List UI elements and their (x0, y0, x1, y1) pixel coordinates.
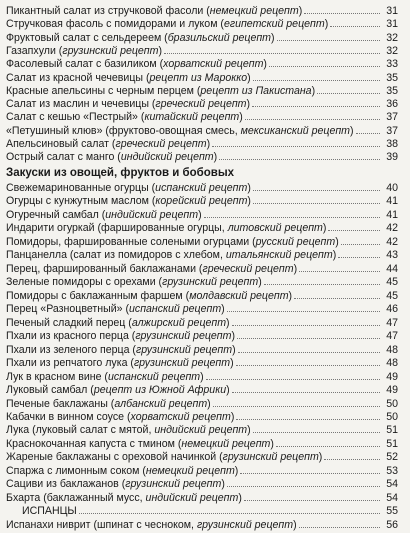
toc-entry-title (6, 31, 275, 45)
toc-entry (6, 57, 398, 71)
toc-entry-name: Апельсиновый салат ( (6, 138, 116, 150)
toc-entry-name: Салат с кешью «Пестрый» ( (6, 111, 145, 124)
toc-entry-title (6, 221, 326, 235)
toc-entry-name: Пхали из красного перца ( (6, 330, 136, 343)
toc-entry (6, 356, 398, 370)
toc-entry-close-paren: ) (258, 276, 262, 289)
toc-entry (6, 31, 398, 45)
toc-dot-leader (317, 93, 380, 94)
toc-entry-name: Луковый самбал ( (6, 384, 94, 397)
toc-page-number: 32 (386, 31, 398, 44)
toc-entry-close-paren: ) (198, 208, 202, 221)
toc-entry-origin: немецкий рецепт (209, 5, 299, 17)
toc-entry-close-paren: ) (288, 289, 293, 302)
toc-entry-origin: рецепт из Пакистана (200, 84, 312, 97)
toc-dot-leader (236, 365, 380, 366)
toc-page-number: 51 (386, 424, 398, 437)
toc-entry-close-paren: ) (335, 235, 339, 248)
toc-page-number: 35 (386, 84, 398, 97)
toc-dot-leader (253, 80, 380, 81)
toc-entry (6, 97, 398, 111)
toc-dot-leader (253, 203, 380, 204)
toc-entry-title (6, 329, 235, 343)
toc-dot-leader (206, 379, 380, 380)
toc-entry-name: Лук в красном вине ( (6, 370, 108, 383)
toc-dot-leader (79, 513, 380, 514)
toc-entry-close-paren: ) (246, 98, 251, 111)
toc-entry-name: ИСПАНЦЫ (22, 505, 77, 518)
toc-entry-name: Огурцы с кунжутным маслом ( (6, 195, 156, 208)
toc-entry (6, 124, 398, 138)
toc-entry (6, 275, 398, 289)
toc-entry-title (6, 44, 162, 58)
toc-entry-close-paren: ) (324, 18, 329, 31)
toc-entry-close-paren: ) (311, 84, 316, 97)
toc-dot-leader (299, 527, 380, 528)
toc-entry-name: Панцанелла (салат из помидоров с хлебом, (6, 249, 226, 262)
toc-page-number: 45 (386, 276, 398, 289)
toc-entry-name: Фасолевый салат с базиликом ( (6, 58, 164, 71)
toc-entry (6, 450, 398, 464)
toc-page-number: 51 (386, 437, 398, 450)
toc-entry-close-paren: ) (293, 262, 298, 275)
toc-entry (6, 423, 398, 437)
toc-entry-name: Газапхули ( (6, 44, 63, 57)
toc-entry-name: Красные апельсины с черным перцем ( (6, 84, 201, 97)
toc-page-number: 42 (386, 222, 398, 235)
toc-entry-title (6, 97, 250, 111)
toc-page-number: 55 (386, 505, 398, 518)
toc-entry-title (6, 302, 225, 316)
toc-entry (6, 289, 398, 303)
toc-dot-leader (324, 459, 380, 460)
toc-entry-title (6, 57, 267, 71)
toc-dot-leader (264, 284, 380, 285)
toc-entry-origin: литовский рецепт (227, 222, 323, 235)
toc-entry-title (6, 423, 251, 437)
toc-entry-close-paren: ) (263, 58, 267, 71)
toc-entry (6, 397, 398, 411)
toc-entry-title (22, 504, 77, 518)
toc-page-number: 56 (386, 518, 398, 531)
toc-entry-title (6, 17, 328, 31)
toc-entry-title (6, 194, 251, 208)
toc-entry (6, 343, 398, 357)
toc-page-number: 41 (386, 195, 398, 208)
toc-dot-leader (232, 325, 380, 326)
toc-page-number: 39 (386, 151, 398, 164)
toc-entry-name: Спаржа с лимонным соком ( (6, 464, 146, 477)
toc-entry (6, 44, 398, 58)
toc-dot-leader (277, 40, 380, 41)
toc-entry-close-paren: ) (298, 5, 303, 17)
toc-entry-origin: мексиканский рецепт (240, 124, 350, 137)
toc-entry-name: Печеные баклажаны ( (6, 397, 115, 410)
toc-page-number: 42 (386, 235, 398, 248)
toc-entry-origin: грузинский рецепт (125, 478, 222, 491)
toc-dot-leader (338, 257, 380, 258)
toc-entry-close-paren: ) (207, 397, 211, 410)
toc-entry-origin: немецкий рецепт (145, 464, 235, 477)
toc-entry (6, 137, 398, 151)
toc-entry-close-paren: ) (213, 151, 218, 164)
toc-entry-title (6, 370, 204, 384)
toc-entry-title (6, 262, 297, 276)
toc-entry-origin: египетский рецепт (223, 18, 325, 31)
toc-entry-title (6, 137, 210, 151)
toc-page-number: 50 (386, 397, 398, 410)
toc-page-number: 43 (386, 249, 398, 262)
toc-entry-name: Зеленые помидоры с орехами ( (6, 276, 163, 289)
toc-entry-close-paren: ) (230, 410, 235, 423)
toc-entry-name: Пикантный салат из стручковой фасоли ( (6, 5, 210, 17)
toc-page-number: 44 (386, 262, 398, 275)
toc-entry-title (6, 410, 234, 424)
toc-entry (6, 4, 398, 18)
toc-entry-close-paren: ) (221, 303, 225, 316)
toc-dot-leader (328, 230, 380, 231)
toc-entry (6, 262, 398, 276)
toc-entry-name: Лука (луковый салат с мятой, (6, 424, 155, 437)
toc-entry-close-paren: ) (226, 384, 230, 397)
toc-entry-close-paren: ) (234, 464, 239, 477)
toc-dot-leader (253, 190, 380, 191)
toc-entry-close-paren: ) (221, 478, 225, 491)
toc-entry-close-paren: ) (158, 44, 162, 57)
toc-entry-title (6, 397, 211, 411)
toc-entry-title (6, 437, 274, 451)
toc-entry-close-paren: ) (206, 138, 211, 150)
toc-entry (6, 437, 398, 451)
toc-entry-name: Пхали из репчатого лука ( (6, 357, 134, 370)
toc-entry-title (6, 181, 251, 195)
toc-entry-origin: индийский рецепт (105, 208, 199, 221)
toc-entry-title (6, 477, 225, 491)
toc-entry-close-paren: ) (247, 195, 251, 208)
toc-entry-title (6, 235, 339, 249)
toc-page-number: 41 (386, 208, 398, 221)
toc-entry-name: Испанахи ниврит (шпинат с чесноком, (6, 518, 197, 531)
toc-entry-name: Перец «Разноцветный» ( (6, 303, 129, 316)
toc-entry-origin: рецепт из Марокко (149, 71, 248, 84)
toc-entry-origin: немецкий рецепт (181, 437, 271, 450)
toc-entry-origin: хорватский рецепт (130, 410, 231, 423)
toc-dot-leader (244, 500, 380, 501)
toc-page-number: 53 (386, 464, 398, 477)
toc-page-number: 54 (386, 478, 398, 491)
toc-entry-origin: грузинский рецепт (135, 330, 232, 343)
toc-entry-name: Фруктовый салат с сельдереем ( (6, 31, 168, 44)
toc-entry-origin: корейский рецепт (155, 195, 248, 208)
toc-entry-close-paren: ) (247, 71, 251, 84)
toc-entry-origin: албанский рецепт (114, 397, 208, 410)
toc-entry-name: Острый салат с манго ( (6, 151, 121, 164)
toc-entry-origin: китайский рецепт (144, 111, 240, 124)
toc-dot-leader (252, 106, 380, 107)
toc-page-number: 52 (386, 451, 398, 464)
toc-entry-name: Печеный сладкий перец ( (6, 316, 132, 329)
toc-dot-leader (299, 271, 380, 272)
toc-entry-title (6, 208, 202, 222)
toc-entry-name: Кабачки в винном соусе ( (6, 410, 131, 423)
toc-entry-origin: индийский рецепт (154, 424, 248, 437)
toc-entry-origin: хорватский рецепт (163, 58, 264, 71)
toc-page-number: 49 (386, 370, 398, 383)
toc-entry (6, 235, 398, 249)
toc-entry-name: Бхарта (баклажанный мусс, (6, 491, 146, 504)
toc-entry (6, 316, 398, 330)
section-heading: Закуски из овощей, фруктов и бобовых (6, 167, 235, 179)
toc-entry-title (6, 464, 238, 478)
toc-dot-leader (253, 432, 380, 433)
toc-entry-origin: грузинский рецепт (162, 276, 259, 289)
toc-entry-origin: грузинский рецепт (196, 518, 294, 531)
toc-entry-origin: грузинский рецепт (62, 44, 159, 57)
toc-page-number: 35 (386, 71, 398, 84)
toc-page-number: 50 (386, 410, 398, 423)
toc-page-number: 36 (386, 98, 398, 111)
toc-dot-leader (232, 392, 380, 393)
toc-entry-name: Сациви из баклажанов ( (6, 478, 126, 491)
toc-entry-title (6, 4, 302, 18)
toc-dot-leader (227, 486, 380, 487)
toc-entry (6, 208, 398, 222)
toc-entry-close-paren: ) (271, 31, 275, 44)
toc-entry (6, 110, 398, 124)
toc-entry-close-paren: ) (318, 451, 323, 464)
toc-entry-origin: алжирский рецепт (131, 316, 227, 329)
toc-entry-close-paren: ) (247, 424, 251, 437)
toc-entry (6, 84, 398, 98)
toc-page-number: 40 (386, 182, 398, 194)
toc-dot-leader (245, 119, 380, 120)
toc-entry (6, 464, 398, 478)
toc-entry-name: «Петушиный клюв» (фруктово-овощная смесь, (6, 124, 241, 137)
toc-entry (6, 194, 398, 208)
toc-entry-origin: греческий рецепт (202, 262, 294, 275)
toc-dot-leader (219, 159, 380, 160)
toc-dot-leader (164, 53, 380, 54)
toc-entry (22, 504, 398, 518)
toc-dot-leader (356, 133, 380, 134)
toc-entry-close-paren: ) (239, 111, 243, 124)
toc-entry-origin: русский рецепт (255, 235, 336, 248)
toc-entry (6, 150, 398, 164)
toc-entry-close-paren: ) (322, 222, 327, 235)
toc-entry-close-paren: ) (332, 249, 337, 262)
toc-page-number: 37 (386, 111, 398, 124)
toc-entry (6, 491, 398, 505)
toc-entry-title (6, 248, 336, 262)
toc-entry-origin: грузинский рецепт (222, 451, 319, 464)
toc-entry-origin: индийский рецепт (145, 491, 239, 504)
toc-entry-origin: грузинский рецепт (133, 357, 231, 370)
toc-dot-leader (213, 406, 380, 407)
toc-dot-leader (341, 244, 380, 245)
toc-entry-close-paren: ) (226, 316, 230, 329)
toc-entry-origin: испанский рецепт (155, 182, 248, 194)
toc-entry-name: Перец, фаршированный баклажанами ( (6, 262, 203, 275)
toc-entry-origin: греческий рецепт (155, 98, 247, 111)
toc-entry (6, 181, 398, 195)
toc-page-number: 49 (386, 384, 398, 397)
toc-entry-origin: греческий рецепт (115, 138, 207, 150)
toc-entry-origin: грузинский рецепт (135, 343, 233, 356)
toc-entry-name: Салат из красной чечевицы ( (6, 71, 150, 84)
toc-entry (6, 329, 398, 343)
toc-entry-title (6, 383, 230, 397)
toc-page-number: 48 (386, 343, 398, 356)
toc-entry (6, 383, 398, 397)
toc-page-number: 46 (386, 303, 398, 316)
toc-dot-leader (212, 146, 380, 147)
toc-entry-origin: рецепт из Южной Африки (93, 384, 227, 397)
toc-entry-name: Помидоры, фаршированные солеными огурцами ( (6, 235, 256, 248)
toc-entry (6, 370, 398, 384)
toc-page-number: 54 (386, 491, 398, 504)
toc-dot-leader (294, 298, 380, 299)
toc-entry (6, 248, 398, 262)
toc-entry-title (6, 84, 315, 98)
toc-entry-close-paren: ) (231, 330, 235, 343)
toc-page-number: 31 (386, 5, 398, 17)
toc-dot-leader (269, 66, 380, 67)
toc-page-number: 31 (386, 18, 398, 31)
toc-dot-leader (238, 352, 380, 353)
toc-entry-name: Свежемаринованные огурцы ( (6, 182, 156, 194)
toc-entry (6, 477, 398, 491)
toc-page-number: 48 (386, 357, 398, 370)
toc-dot-leader (304, 13, 380, 14)
toc-page-number: 47 (386, 316, 398, 329)
toc-entry-title (6, 316, 230, 330)
toc-entry-name: Салат из маслин и чечевицы ( (6, 98, 156, 111)
toc-entry-title (6, 289, 292, 303)
toc-entry-title (6, 150, 217, 164)
toc-page-number: 33 (386, 58, 398, 71)
toc-entry-name: Помидоры с баклажанным фаршем ( (6, 289, 190, 302)
toc-entry-name: Индарити огуркай (фаршированные огурцы, (6, 222, 228, 235)
toc-entry-close-paren: ) (350, 124, 354, 137)
toc-entry-title (6, 71, 251, 85)
toc-dot-leader (227, 311, 380, 312)
toc-dot-leader (330, 26, 380, 27)
toc-page-number: 32 (386, 44, 398, 57)
toc-entry-close-paren: ) (200, 370, 204, 383)
toc-page-number: 45 (386, 289, 398, 302)
toc-entry-close-paren: ) (232, 343, 236, 356)
toc-entry-title (6, 124, 354, 138)
toc-entry-name: Огуречный самбал ( (6, 208, 106, 221)
toc-entry (6, 302, 398, 316)
toc-entry-name: Пхали из зеленого перца ( (6, 343, 136, 356)
toc-entry-origin: бразильский рецепт (167, 31, 272, 44)
toc-page-number: 37 (386, 124, 398, 137)
toc-entry-origin: молдавский рецепт (189, 289, 289, 302)
toc-entry (6, 17, 398, 31)
toc-entry (6, 221, 398, 235)
toc-entry-title (6, 275, 262, 289)
toc-entry-name: Жареные баклажаны с ореховой начинкой ( (6, 451, 223, 464)
toc-entry-title (6, 356, 234, 370)
toc-dot-leader (236, 419, 380, 420)
toc-entry-title (6, 110, 243, 124)
toc-dot-leader (276, 446, 380, 447)
toc-entry-title (6, 518, 297, 532)
toc-dot-leader (240, 473, 380, 474)
toc-entry-name: Краснокочанная капуста с тмином ( (6, 437, 182, 450)
toc-entry-close-paren: ) (293, 518, 297, 531)
toc-entry-close-paren: ) (270, 437, 274, 450)
toc-entry-close-paren: ) (247, 182, 251, 194)
toc-entry-close-paren: ) (230, 357, 234, 370)
toc-dot-leader (237, 338, 380, 339)
toc-entry-title (6, 491, 242, 505)
toc-entry-origin: испанский рецепт (129, 303, 222, 316)
toc-page-number: 47 (386, 330, 398, 343)
toc-entry-origin: индийский рецепт (120, 151, 214, 164)
toc-entry-close-paren: ) (238, 491, 242, 504)
toc-dot-leader (204, 217, 380, 218)
toc-entry-name: Стручковая фасоль с помидорами и луком ( (6, 18, 224, 31)
toc-entry-origin: итальянский рецепт (225, 249, 333, 262)
toc-entry-origin: испанский рецепт (107, 370, 201, 383)
toc-entry (6, 518, 398, 532)
toc-page-number: 38 (386, 138, 398, 150)
toc-entry-title (6, 343, 236, 357)
toc-entry-title (6, 450, 322, 464)
toc-entry (6, 410, 398, 424)
toc-entry (6, 71, 398, 85)
